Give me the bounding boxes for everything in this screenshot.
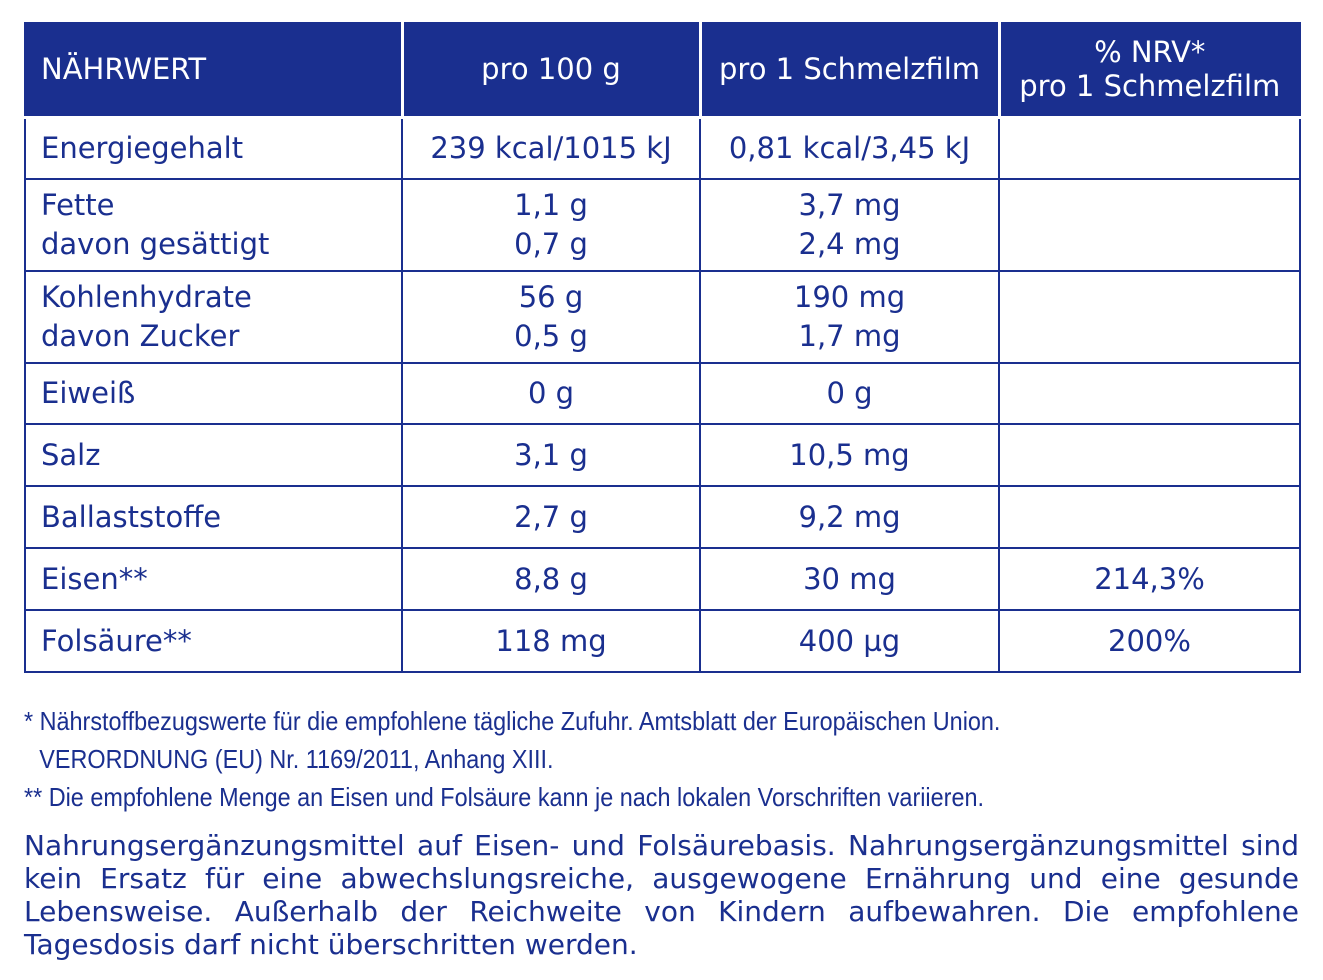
header-nrv	[999, 22, 1300, 118]
header-per-film: pro 1 Schmelzfilm	[700, 22, 999, 118]
value-nrv	[999, 179, 1300, 271]
value-nrv	[999, 271, 1300, 363]
nutrient-label-sub: davon Zucker	[41, 319, 240, 353]
nutrient-label-main: Fette	[41, 188, 115, 222]
value-nrv	[999, 363, 1300, 424]
value-per-film: 9,2 mg	[700, 486, 999, 548]
value-nrv: 214,3%	[999, 548, 1300, 610]
value-main: 56 g	[518, 280, 584, 314]
value-nrv	[999, 424, 1300, 486]
table-row-iron	[25, 548, 1300, 610]
value-per-film	[700, 271, 999, 363]
value-per-100g	[402, 271, 700, 363]
value-per-100g: 8,8 g	[402, 548, 700, 610]
table-row-carbohydrates	[25, 271, 1300, 363]
nutrient-label-main: Kohlenhydrate	[41, 280, 252, 314]
footnote-regional: ** Die empfohlene Menge an Eisen und Folsäure kann je nach lokalen Vorschriften variieren.	[24, 782, 984, 812]
value-nrv	[999, 118, 1300, 180]
value-nrv	[999, 486, 1300, 548]
header-nrv-line1: % NRV*	[1094, 35, 1206, 69]
header-nrv-line2: pro 1 Schmelzfilm	[1019, 69, 1281, 103]
value-sub: 0,7 g	[514, 227, 588, 261]
table-row-energy	[25, 118, 1300, 180]
header-row	[25, 22, 1300, 118]
nutrient-label: Energiegehalt	[25, 118, 402, 180]
value-main: 1,1 g	[514, 188, 588, 222]
nutrient-label: Folsäure**	[25, 610, 402, 672]
nutrient-label: Salz	[25, 424, 402, 486]
nutrient-label	[25, 179, 402, 271]
value-sub: 0,5 g	[514, 319, 588, 353]
value-per-film: 0,81 kcal/3,45 kJ	[700, 118, 999, 180]
table-row-salt	[25, 424, 1300, 486]
disclaimer-text: Nahrungsergänzungsmittel auf Eisen- und Folsäurebasis. Nahrungsergänzungsmittel sind kein Ersatz für eine abwechslungsreiche, ausgewogene Ernährung und eine gesunde Lebensweise. Außerhalb der Reichweite von Kindern aufbewahren. Die empfohlene Tagesdosis darf nicht überschritten werden.	[24, 829, 1299, 961]
value-per-100g: 3,1 g	[402, 424, 700, 486]
value-per-film	[700, 179, 999, 271]
nutrient-label	[25, 271, 402, 363]
table-row-fiber	[25, 486, 1300, 548]
footnote-nrv: * Nährstoffbezugswerte für die empfohlene tägliche Zufuhr. Amtsblatt der Europäischen Union.	[24, 706, 1001, 736]
value-sub: 2,4 mg	[798, 227, 901, 261]
nutrient-label: Eiweiß	[25, 363, 402, 424]
nutrient-label-sub: davon gesättigt	[41, 227, 270, 261]
nutrition-table	[24, 22, 1301, 673]
value-per-100g: 118 mg	[402, 610, 700, 672]
value-per-100g: 0 g	[402, 363, 700, 424]
value-per-100g	[402, 179, 700, 271]
header-per-100g: pro 100 g	[402, 22, 700, 118]
table-row-fat	[25, 179, 1300, 271]
value-main: 190 mg	[793, 280, 906, 314]
value-nrv: 200%	[999, 610, 1300, 672]
table-header	[25, 22, 1300, 118]
table-row-folic-acid	[25, 610, 1300, 672]
nutrient-label: Eisen**	[25, 548, 402, 610]
value-per-film: 0 g	[700, 363, 999, 424]
footnote-nrv-regulation: VERORDNUNG (EU) Nr. 1169/2011, Anhang XIII.	[39, 744, 554, 774]
table-body	[25, 118, 1300, 673]
value-per-100g: 2,7 g	[402, 486, 700, 548]
value-main: 3,7 mg	[798, 188, 901, 222]
value-per-100g: 239 kcal/1015 kJ	[402, 118, 700, 180]
value-sub: 1,7 mg	[798, 319, 901, 353]
table-row-protein	[25, 363, 1300, 424]
footnotes	[24, 702, 1172, 816]
value-per-film: 30 mg	[700, 548, 999, 610]
value-per-film: 10,5 mg	[700, 424, 999, 486]
value-per-film: 400 µg	[700, 610, 999, 672]
header-nutrient: NÄHRWERT	[25, 22, 402, 118]
nutrient-label: Ballaststoffe	[25, 486, 402, 548]
